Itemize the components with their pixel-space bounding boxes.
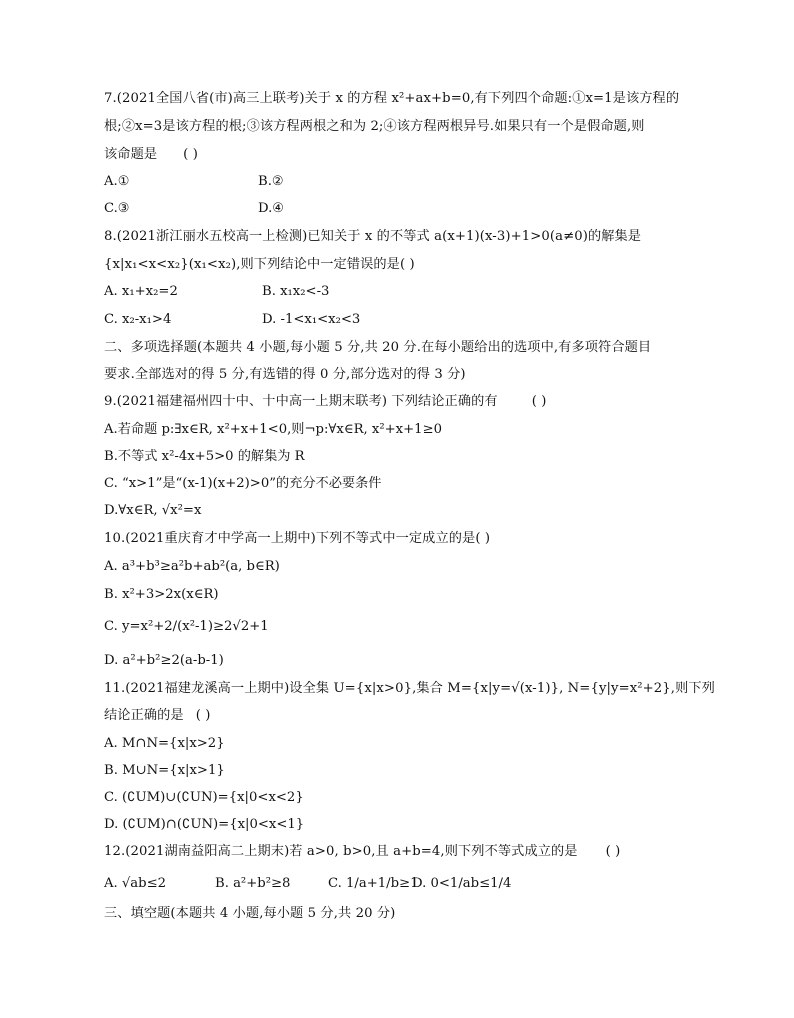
q8-option-b: B. x₁x₂<-3 xyxy=(262,284,330,299)
q7-line1: 7.(2021全国八省(市)高三上联考)关于 x 的方程 x²+ax+b=0,有下列四个命题:①x=1是该方程的 xyxy=(104,91,680,106)
q8-option-a: A. x₁+x₂=2 xyxy=(104,284,178,299)
q9-line1 xyxy=(104,393,547,411)
q12-option-b: B. a²+b²≥8 xyxy=(215,876,291,891)
q7-option-b: B.② xyxy=(258,174,284,189)
q11-line1: 11.(2021福建龙溪高一上期中)设全集 U={x|x>0},集合 M={x|y=√(x-1)}, N={y|y=x²+2},则下列 xyxy=(104,681,715,696)
q12-answer-paren: ( ) xyxy=(605,844,621,859)
q10-option-b: B. x²+3>2x(x∈R) xyxy=(104,587,219,602)
section3-heading: 三、填空题(本题共 4 小题,每小题 5 分,共 20 分) xyxy=(104,906,396,921)
q10-option-a: A. a³+b³≥a²b+ab²(a, b∈R) xyxy=(104,559,280,574)
q8-line2: {x|x₁<x<x₂}(x₁<x₂),则下列结论中一定错误的是( ) xyxy=(104,257,415,272)
q12-option-a: A. √ab≤2 xyxy=(104,876,167,891)
q9-stem: 9.(2021福建福州四十中、十中高一上期末联考) 下列结论正确的有 xyxy=(104,394,498,409)
q10-option-d: D. a²+b²≥2(a-b-1) xyxy=(104,653,224,668)
q12-stem: 12.(2021湖南益阳高二上期末)若 a>0, b>0,且 a+b=4,则下列不等式成立的是 xyxy=(104,844,578,859)
q9-answer-paren: ( ) xyxy=(531,394,547,409)
q7-stem-end: 该命题是 xyxy=(104,147,158,162)
q7-line2: 根;②x=3是该方程的根;③该方程两根之和为 2;④该方程两根异号.如果只有一个是假命题,则 xyxy=(104,119,645,134)
q11-option-d: D. (∁UM)∩(∁UN)={x|0<x<1} xyxy=(104,817,305,832)
q11-option-b: B. M∪N={x|x>1} xyxy=(104,763,225,778)
q8-option-c: C. x₂-x₁>4 xyxy=(104,312,172,327)
q12-option-c: C. 1/a+1/b≥1 xyxy=(328,876,419,891)
q9-option-a: A.若命题 p:∃x∈R, x²+x+1<0,则¬p:∀x∈R, x²+x+1≥0 xyxy=(104,422,442,437)
q11-answer-paren: ( ) xyxy=(195,708,211,723)
q8-option-d: D. -1<x₁<x₂<3 xyxy=(262,312,361,327)
section2-heading-line2: 要求.全部选对的得 5 分,有选错的得 0 分,部分选对的得 3 分) xyxy=(104,367,466,382)
q12-line1 xyxy=(104,843,620,861)
q9-option-c: C. “x>1”是“(x-1)(x+2)>0”的充分不必要条件 xyxy=(104,476,382,491)
q11-option-c: C. (∁UM)∪(∁UN)={x|0<x<2} xyxy=(104,790,304,805)
q7-option-c: C.③ xyxy=(104,201,130,216)
q7-answer-paren: ( ) xyxy=(183,147,198,162)
q9-option-d: D.∀x∈R, √x²=x xyxy=(104,503,202,518)
q7-option-d: D.④ xyxy=(258,201,285,216)
q8-line1: 8.(2021浙江丽水五校高一上检测)已知关于 x 的不等式 a(x+1)(x-3)+1>0(a≠0)的解集是 xyxy=(104,229,642,244)
section2-heading-line1: 二、多项选择题(本题共 4 小题,每小题 5 分,共 20 分.在每小题给出的选项中,有多项符合题目 xyxy=(104,340,652,355)
q11-option-a: A. M∩N={x|x>2} xyxy=(104,736,225,751)
q7-line3 xyxy=(104,146,198,164)
q10-line1: 10.(2021重庆育才中学高一上期中)下列不等式中一定成立的是( ) xyxy=(104,531,491,546)
q10-option-c: C. y=x²+2/(x²-1)≥2√2+1 xyxy=(104,619,269,634)
q11-stem-end: 结论正确的是 xyxy=(104,708,184,723)
q11-line2 xyxy=(104,707,211,725)
q7-option-a: A.① xyxy=(104,174,130,189)
q12-option-d: D. 0<1/ab≤1/4 xyxy=(412,876,512,891)
q9-option-b: B.不等式 x²-4x+5>0 的解集为 R xyxy=(104,449,305,464)
